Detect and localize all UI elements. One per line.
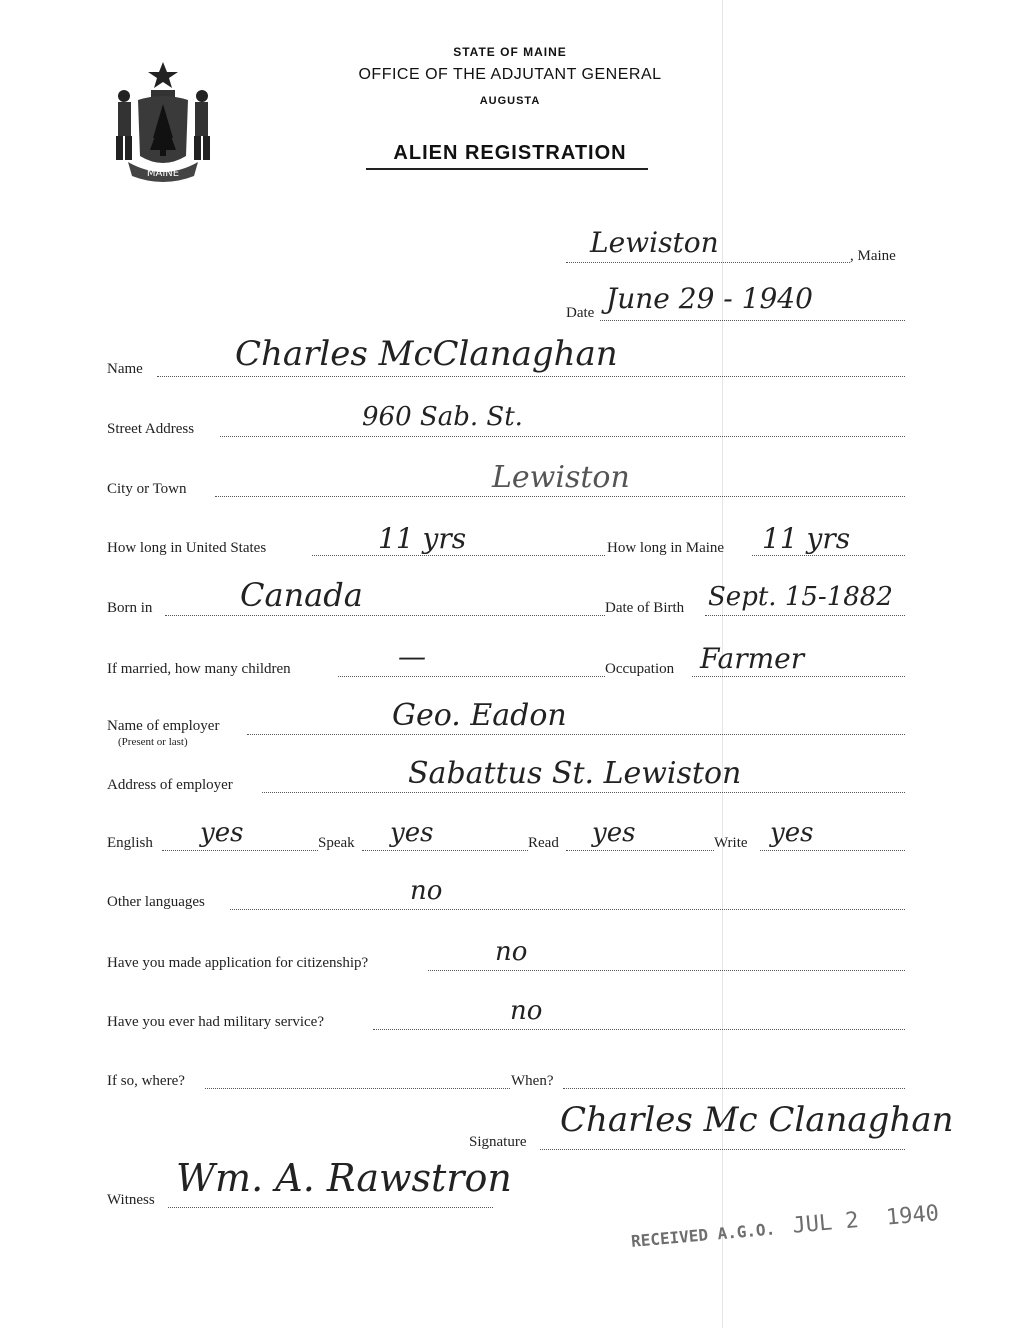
children-label: If married, how many children [107,661,291,677]
employer-address-entry: Sabattus St. Lewiston [408,756,742,791]
write-entry: yes [770,818,814,848]
when-label: When? [511,1073,554,1089]
other-languages-label: Other languages [107,894,205,910]
header-city: AUGUSTA [479,95,541,107]
state-seal [108,58,218,182]
received-stamp [630,1201,940,1253]
read-label: Read [528,835,559,851]
date-label: Date [566,305,595,321]
long-us-label: How long in United States [107,540,267,556]
other-languages-entry: no [410,876,443,906]
employer-address-label: Address of employer [107,777,233,793]
long-us-entry: 11 yrs [378,522,467,555]
street-label: Street Address [107,421,195,437]
place-entry: Lewiston [590,226,719,259]
stamp-received: RECEIVED A.G.O. [630,1219,776,1251]
date-entry: June 29 - 1940 [606,282,813,315]
witness-label: Witness [107,1192,155,1208]
military-entry: no [510,996,543,1026]
english-label: English [107,835,153,851]
header-office: OFFICE OF THE ADJUTANT GENERAL [358,66,662,83]
citizenship-entry: no [495,937,528,967]
street-entry: 960 Sab. St. [362,402,523,432]
read-entry: yes [592,818,636,848]
place-suffix: , Maine [850,248,896,264]
svg-text:MAINE: MAINE [146,168,180,179]
witness-entry: Wm. A. Rawstron [176,1156,512,1200]
signature-entry: Charles Mc Clanaghan [560,1100,954,1140]
children-entry: — [398,640,426,673]
dob-label: Date of Birth [605,600,685,616]
name-entry: Charles McClanaghan [235,334,618,374]
english-entry: yes [200,818,244,848]
stamp-date: JUL 2 [791,1208,860,1239]
speak-label: Speak [318,835,355,851]
citizenship-label: Have you made application for citizenship? [107,955,369,971]
dob-entry: Sept. 15-1882 [708,582,893,612]
employer-entry: Geo. Eadon [392,698,567,733]
header-state: STATE OF MAINE [453,45,567,59]
stamp-year: 1940 [885,1201,941,1231]
where-label: If so, where? [107,1073,185,1089]
form-title: ALIEN REGISTRATION [393,142,627,164]
occupation-label: Occupation [605,661,675,677]
occupation-entry: Farmer [700,642,805,675]
employer-label: Name of employer [107,718,220,734]
employer-note: (Present or last) [118,736,188,748]
write-label: Write [714,835,748,851]
city-entry: Lewiston [492,460,630,495]
name-label: Name [107,361,143,377]
title-underline [366,168,648,170]
military-label: Have you ever had military service? [107,1014,324,1030]
speak-entry: yes [390,818,434,848]
signature-label: Signature [469,1134,527,1150]
long-maine-label: How long in Maine [607,540,725,556]
born-label: Born in [107,600,153,616]
long-maine-entry: 11 yrs [762,522,851,555]
city-label: City or Town [107,481,187,497]
born-entry: Canada [240,576,363,614]
